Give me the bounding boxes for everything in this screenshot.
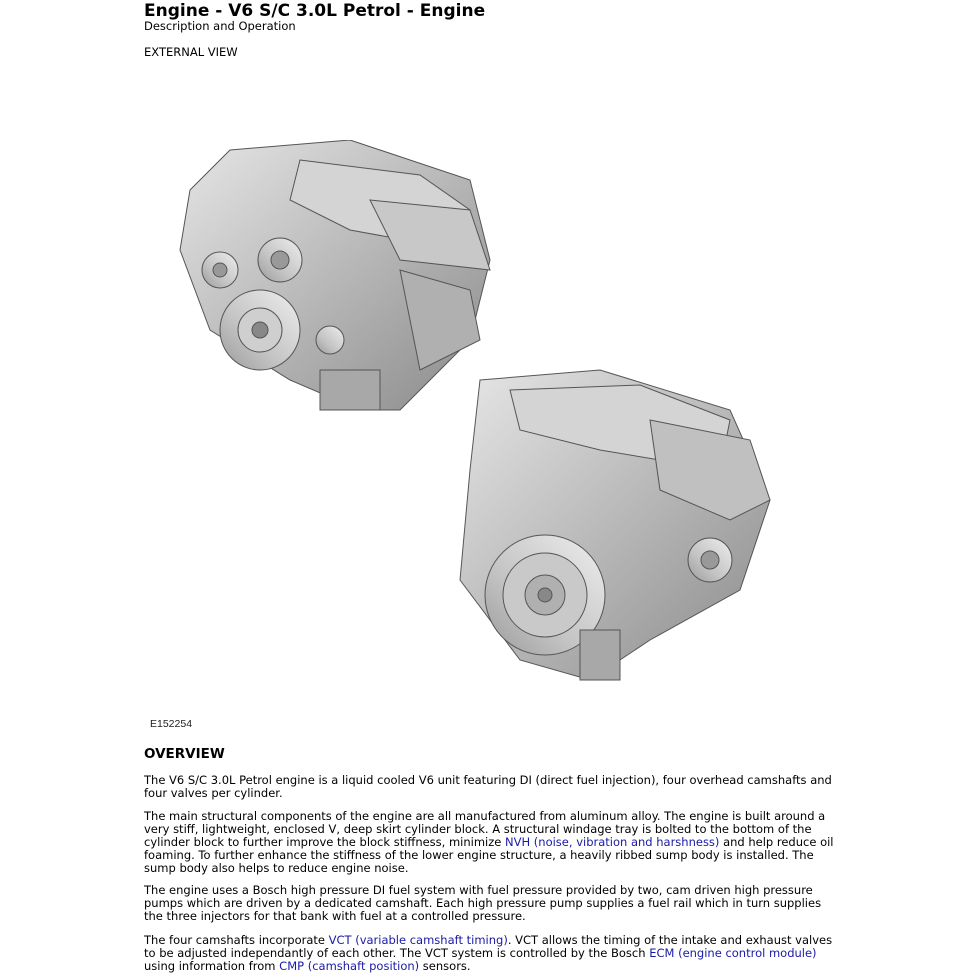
figure-caption: E152254 [150,718,193,730]
paragraph-text: using information from [144,959,280,973]
overview-paragraph-2 [144,810,834,875]
ecm-link[interactable]: ECM (engine control module) [649,946,817,960]
overview-paragraph-3: The engine uses a Bosch high pressure DI fuel system with fuel pressure provided by two, cam driven high pressure pumps which are driven by a dedicated camshaft. Each high pressure pump supplies a fuel rail which in turn supplies the three injectors for that bank with fuel at a controlled pressure. [144,883,822,923]
cmp-link[interactable]: CMP (camshaft position) [279,959,420,973]
engine-front-view [180,140,490,410]
section-label: EXTERNAL VIEW [144,45,238,59]
paragraph-text: The four camshafts incorporate [144,933,329,947]
paragraph-text: . VCT allows the timing of the intake and exhaust valves to be adjusted independantly of each other. The VCT system is controlled by the Bosch [144,933,833,960]
page-subtitle: Description and Operation [144,19,296,33]
page-title: Engine - V6 S/C 3.0L Petrol - Engine [144,1,486,21]
overview-paragraph-1: The V6 S/C 3.0L Petrol engine is a liquid cooled V6 unit featuring DI (direct fuel injection), four overhead camshafts and four valves per cylinder. [144,773,832,800]
engine-rear-view [460,370,770,680]
paragraph-text: and help reduce oil foaming. To further enhance the stiffness of the lower engine structure, a heavily ribbed sump body is installed. The sump body also helps to reduce engine noise. [144,835,834,875]
paragraph-text: The main structural components of the engine are all manufactured from aluminum alloy. The engine is built around a very stiff, lightweight, enclosed V, deep skirt cylinder block. A structural windage tray is bolted to the bottom of the cylinder block to further improve the block stiffness, minimize [144,809,826,849]
nvh-link[interactable]: NVH (noise, vibration and harshness) [505,835,720,849]
vct-link[interactable]: VCT (variable camshaft timing) [328,933,508,947]
engine-illustration-icon [170,140,780,700]
paragraph-text: sensors. [419,959,471,973]
overview-heading: OVERVIEW [144,746,225,762]
overview-paragraph-4 [144,934,834,973]
